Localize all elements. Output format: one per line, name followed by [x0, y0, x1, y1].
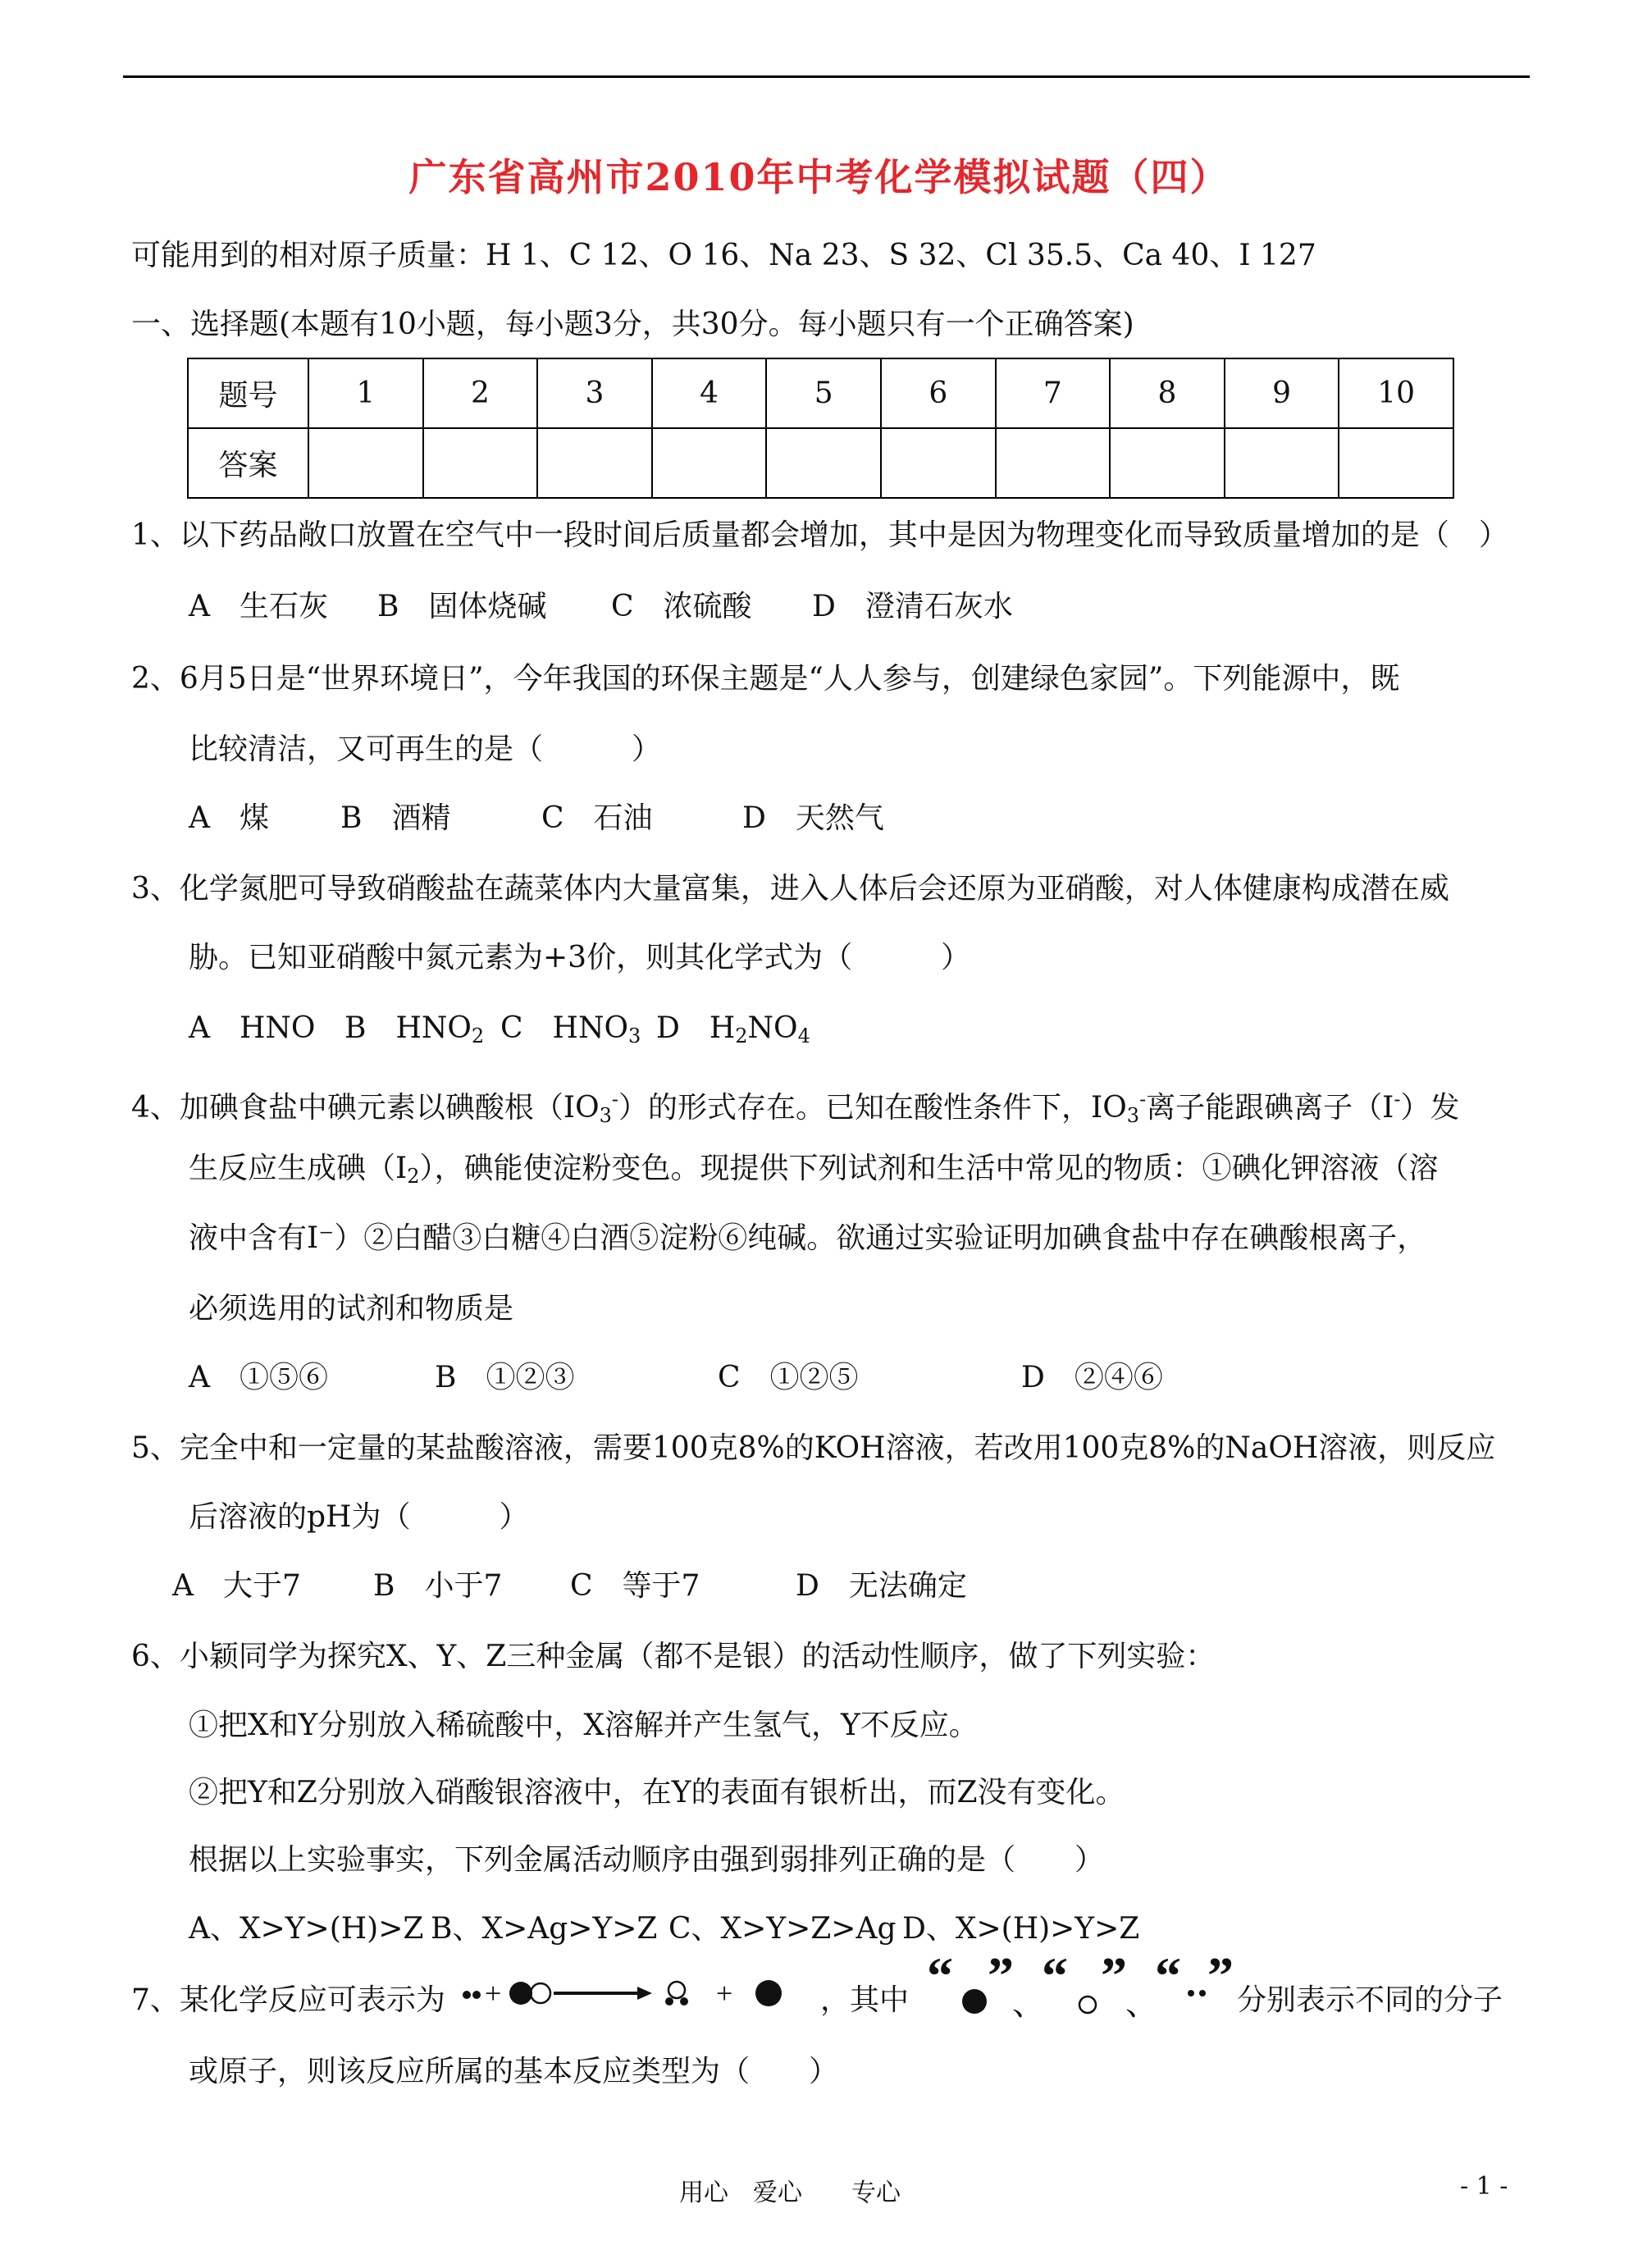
q2-stem-line2: 比较清洁，又可再生的是（ ） [189, 732, 662, 766]
question-number-cell: 5 [766, 358, 881, 428]
q1-stem: 1、以下药品敞口放置在空气中一段时间后质量都会增加，其中是因为物理变化而导致质量增加的是（ ） [131, 518, 1508, 552]
option-c [500, 1011, 656, 1054]
option-d-text: D H [656, 1011, 736, 1045]
subscript: 4 [797, 1024, 810, 1047]
option-d: D 澄清石灰水 [812, 590, 1013, 623]
q6-options [189, 1911, 1139, 1947]
answer-cell[interactable] [1339, 428, 1453, 498]
q2-options [189, 801, 884, 837]
q3-options [189, 1011, 810, 1054]
option-a [189, 1011, 344, 1047]
option-a: A 煤 [189, 801, 269, 835]
text: ），碘能使淀粉变色。现提供下列试剂和生活中常见的物质：①碘化钾溶液（溶 [419, 1152, 1439, 1185]
option-b: B ①②③ [435, 1361, 575, 1394]
option-a: A 生石灰 [189, 590, 328, 623]
svg-text:”: ” [1207, 1946, 1234, 2005]
q2-stem-line1: 2、6月5日是“世界环境日”，今年我国的环保主题是“人人参与，创建绿色家园”。下列能源中，既 [131, 662, 1400, 696]
question-number-cell: 8 [1110, 358, 1225, 428]
option-a: A、X>Y>(H)>Z [189, 1912, 424, 1946]
q6-question: 根据以上实验事实，下列金属活动顺序由强到弱排列正确的是（ ） [189, 1843, 1105, 1877]
svg-text:“: “ [1042, 1946, 1068, 2005]
question-number-cell: 1 [308, 358, 423, 428]
svg-text:“: “ [927, 1946, 953, 2005]
option-d: D 无法确定 [796, 1569, 967, 1603]
answer-table [187, 358, 1454, 499]
option-d: D ②④⑥ [1021, 1361, 1163, 1394]
option-c: C ①②⑤ [718, 1361, 859, 1394]
option-c: C 石油 [541, 801, 653, 835]
svg-text:+: + [716, 1977, 733, 2010]
q3-stem-line1: 3、化学氮肥可导致硝酸盐在蔬菜体内大量富集，进入人体后会还原为亚硝酸，对人体健康构成潜在威 [131, 872, 1449, 906]
option-b: B 小于7 [373, 1569, 503, 1603]
section-heading: 一、选择题(本题有10小题，每小题3分，共30分。每小题只有一个正确答案) [131, 308, 1134, 341]
option-b: B、X>Ag>Y>Z [431, 1912, 658, 1946]
text: ）的形式存在。已知在酸性条件下，IO [618, 1091, 1127, 1125]
option-a-text: A HNO [189, 1011, 316, 1045]
text: 生反应生成碘（I [189, 1152, 408, 1185]
superscript: - [1139, 1088, 1147, 1111]
q4-stem-line3: 液中含有I⁻）②白醋③白糖④白酒⑤淀粉⑥纯碱。欲通过实验证明加碘食盐中存在碘酸根离子， [189, 1221, 1427, 1255]
answer-cell[interactable] [881, 428, 996, 498]
q5-stem-line2: 后溶液的pH为（ ） [189, 1500, 529, 1534]
question-number-cell: 4 [652, 358, 767, 428]
q6-experiment-1: ①把X和Y分别放入稀硫酸中，X溶解并产生氢气，Y不反应。 [189, 1709, 979, 1742]
option-b [344, 1011, 500, 1054]
option-b: B 酒精 [340, 801, 451, 835]
question-number-cell: 10 [1339, 358, 1453, 428]
q4-stem-line4: 必须选用的试剂和物质是 [189, 1292, 514, 1326]
svg-text:”: ” [1101, 1946, 1127, 2005]
subscript: 3 [1126, 1104, 1140, 1127]
footer-motto: 用心 爱心 专心 [679, 2179, 901, 2207]
q4-options [189, 1360, 1163, 1396]
option-b-text: B HNO [344, 1011, 472, 1045]
answer-cell[interactable] [1110, 428, 1225, 498]
superscript: - [1394, 1088, 1401, 1111]
svg-text:”: ” [988, 1946, 1014, 2005]
text: ）发 [1400, 1091, 1460, 1125]
option-d [656, 1011, 810, 1054]
question-number-cell: 2 [423, 358, 538, 428]
q4-stem-line2 [189, 1151, 1439, 1194]
q6-stem: 6、小颖同学为探究X、Y、Z三种金属（都不是银）的活动性顺序，做了下列实验： [131, 1640, 1216, 1673]
q7-stem-line2: 或原子，则该反应所属的基本反应类型为（ ） [189, 2055, 839, 2088]
svg-text:、: 、 [1125, 1985, 1158, 2022]
option-c: C 浓硫酸 [611, 590, 752, 623]
q5-stem-line1: 5、完全中和一定量的某盐酸溶液，需要100克8%的KOH溶液，若改用100克8%的NaOH溶液，则反应 [131, 1431, 1496, 1465]
table-header-cell: 题号 [188, 358, 308, 428]
q4-stem-line1 [131, 1081, 1460, 1134]
subscript: 2 [471, 1024, 485, 1047]
option-c: C 等于7 [570, 1569, 700, 1603]
answer-cell[interactable] [1225, 428, 1339, 498]
superscript: - [611, 1088, 619, 1111]
reaction-equation-diagram [455, 1960, 808, 2034]
subscript: 2 [407, 1165, 420, 1188]
q7-mid: ，其中 [820, 1983, 910, 2017]
q7-tail: 分别表示不同的分子 [1237, 1983, 1503, 2017]
option-a: A 大于7 [172, 1569, 301, 1603]
exam-title: 广东省高州市2010年中考化学模拟试题（四） [408, 155, 1230, 199]
option-c: C、X>Y>Z>Ag [668, 1912, 897, 1946]
q7-lead: 7、某化学反应可表示为 [131, 1983, 445, 2017]
question-number-cell: 3 [537, 358, 652, 428]
subscript: 3 [599, 1104, 612, 1127]
svg-text:+: + [485, 1977, 502, 2010]
q6-experiment-2: ②把Y和Z分别放入硝酸银溶液中，在Y的表面有银析出，而Z没有变化。 [189, 1776, 1125, 1809]
answer-cell[interactable] [766, 428, 881, 498]
question-number-cell: 9 [1225, 358, 1339, 428]
option-b: B 固体烧碱 [377, 590, 547, 623]
header-rule [123, 75, 1530, 78]
answer-cell[interactable] [652, 428, 767, 498]
svg-text:“: “ [1155, 1946, 1181, 2005]
svg-text:、: 、 [1012, 1985, 1045, 2022]
question-number-cell: 6 [881, 358, 996, 428]
particle-legend-diagram [927, 1944, 1239, 2026]
text: 4、加碘食盐中碘元素以碘酸根（IO [131, 1091, 600, 1125]
q5-options [172, 1568, 967, 1604]
question-number-cell: 7 [996, 358, 1111, 428]
option-c-text: C HNO [500, 1011, 628, 1045]
answer-cell[interactable] [996, 428, 1111, 498]
q3-stem-line2: 胁。已知亚硝酸中氮元素为+3价，则其化学式为（ ） [189, 941, 971, 974]
q1-options [189, 589, 1013, 625]
option-d: D、X>(H)>Y>Z [902, 1912, 1140, 1946]
atomic-masses: 可能用到的相对原子质量：H 1、C 12、O 16、Na 23、S 32、Cl 35.5、Ca 40、I 127 [131, 239, 1316, 272]
table-row [188, 428, 1453, 498]
answer-cell[interactable] [537, 428, 652, 498]
subscript: 2 [735, 1024, 748, 1047]
answer-cell[interactable] [308, 428, 423, 498]
table-header-cell: 答案 [188, 428, 308, 498]
option-a: A ①⑤⑥ [189, 1361, 328, 1394]
page-number: - 1 - [1460, 2172, 1508, 2201]
answer-cell[interactable] [423, 428, 538, 498]
subscript: 3 [627, 1024, 641, 1047]
option-d-text-2: NO [747, 1011, 798, 1045]
table-row [188, 358, 1453, 428]
option-d: D 天然气 [742, 801, 884, 835]
text: 离子能跟碘离子（I [1146, 1091, 1394, 1125]
